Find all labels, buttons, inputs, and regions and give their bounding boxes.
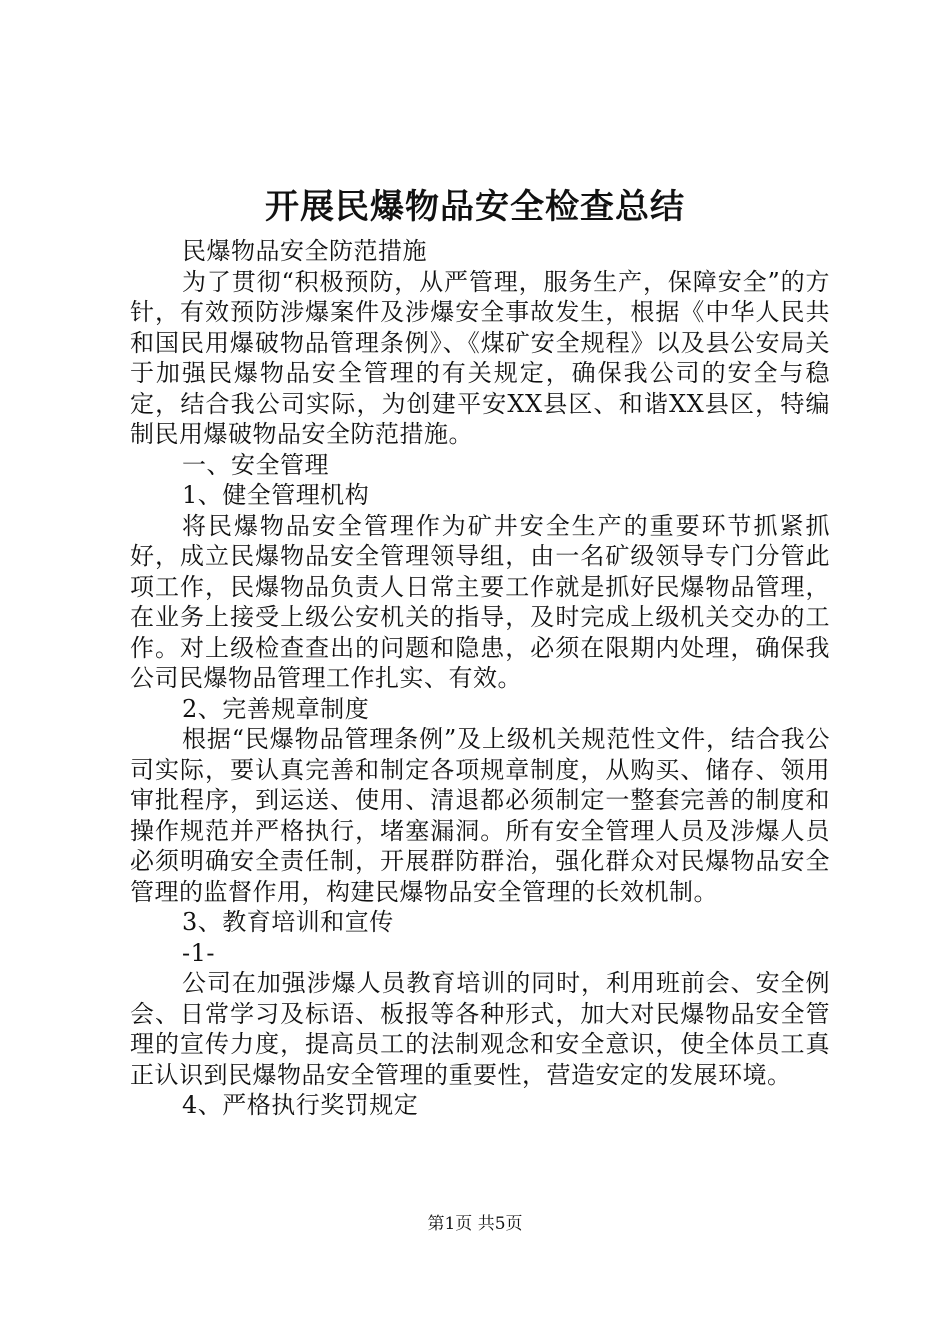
subsection-heading: 3、教育培训和宣传: [182, 908, 394, 936]
subsection-heading: 2、完善规章制度: [182, 694, 370, 723]
document-body: [130, 236, 830, 1121]
section-heading: 民爆物品安全防范措施: [182, 237, 427, 265]
page-footer: 第1页 共5页: [427, 1214, 523, 1234]
paragraph: 根据“民爆物品管理条例”及上级机关规范性文件，结合我公司实际，要认真完善和制定各项规章制度，从购买、储存、领用审批程序，到运送、使用、清退都必须制定一整套完善的制度和操作规范并严格执行，堵塞漏洞。所有安全管理人员及涉爆人员必须明确安全责任制，开展群防群治，强化群众对民爆物品安全管理的监督作用，构建民爆物品安全管理的长效机制。: [130, 725, 830, 906]
subsection-heading: 1、健全管理机构: [182, 481, 370, 509]
paragraph: 公司在加强涉爆人员教育培训的同时，利用班前会、安全例会、日常学习及标语、板报等各种形式，加大对民爆物品安全管理的宣传力度，提高员工的法制观念和安全意识，使全体员工真正认识到民爆物品安全管理的重要性，营造安定的发展环境。: [130, 969, 830, 1089]
inline-page-number: -1-: [182, 938, 215, 967]
section-heading: 一、安全管理: [182, 450, 329, 479]
paragraph: 为了贯彻“积极预防，从严管理，服务生产，保障安全”的方针，有效预防涉爆案件及涉爆安全事故发生，根据《中华人民共和国民用爆破物品管理条例》、《煤矿安全规程》以及县公安局关于加强民爆物品安全管理的有关规定，确保我公司的安全与稳定，结合我公司实际，为创建平安XX县区、和谐XX县区，特编制民用爆破物品安全防范措施。: [130, 267, 830, 448]
page-title: 开展民爆物品安全检查总结: [265, 187, 685, 227]
paragraph: 将民爆物品安全管理作为矿井安全生产的重要环节抓紧抓好，成立民爆物品安全管理领导组，由一名矿级领导专门分管此项工作，民爆物品负责人日常主要工作就是抓好民爆物品管理，在业务上接受上级公安机关的指导，及时完成上级机关交办的工作。对上级检查查出的问题和隐患，必须在限期内处理，确保我公司民爆物品管理工作扎实、有效。: [130, 511, 830, 692]
subsection-heading: 4、严格执行奖罚规定: [182, 1091, 419, 1119]
